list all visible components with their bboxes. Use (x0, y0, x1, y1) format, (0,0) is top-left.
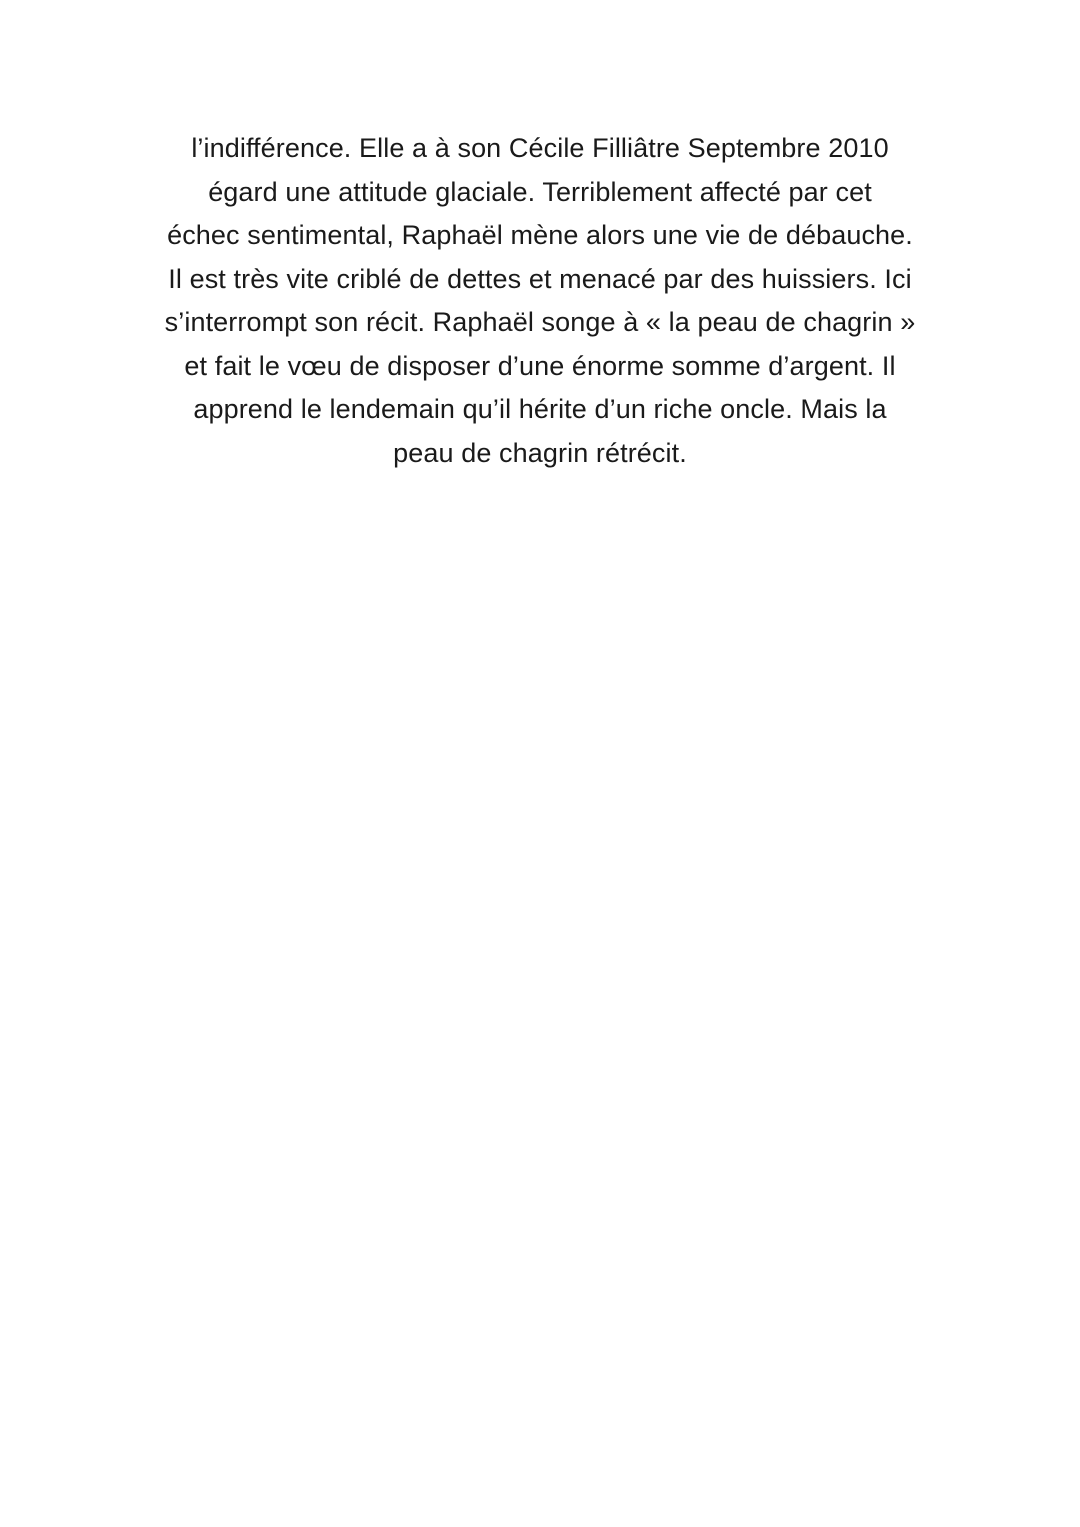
text-line: s’interrompt son récit. Raphaël songe à « la peau de chagrin » (164, 307, 916, 337)
text-line: égard une attitude glaciale. Terriblement affecté par cet (208, 176, 872, 207)
text-line: Il est très vite criblé de dettes et menacé par des huissiers. Ici (168, 263, 912, 294)
text-line: l’indifférence. Elle a à son Cécile Filliâtre Septembre 2010 (191, 133, 889, 163)
text-line: échec sentimental, Raphaël mène alors une vie de débauche. (167, 220, 913, 250)
text-line: peau de chagrin rétrécit. (393, 437, 687, 468)
body-paragraph (100, 127, 980, 475)
text-line: et fait le vœu de disposer d’une énorme somme d’argent. Il (184, 350, 896, 381)
text-line: apprend le lendemain qu’il hérite d’un riche oncle. Mais la (193, 394, 887, 424)
